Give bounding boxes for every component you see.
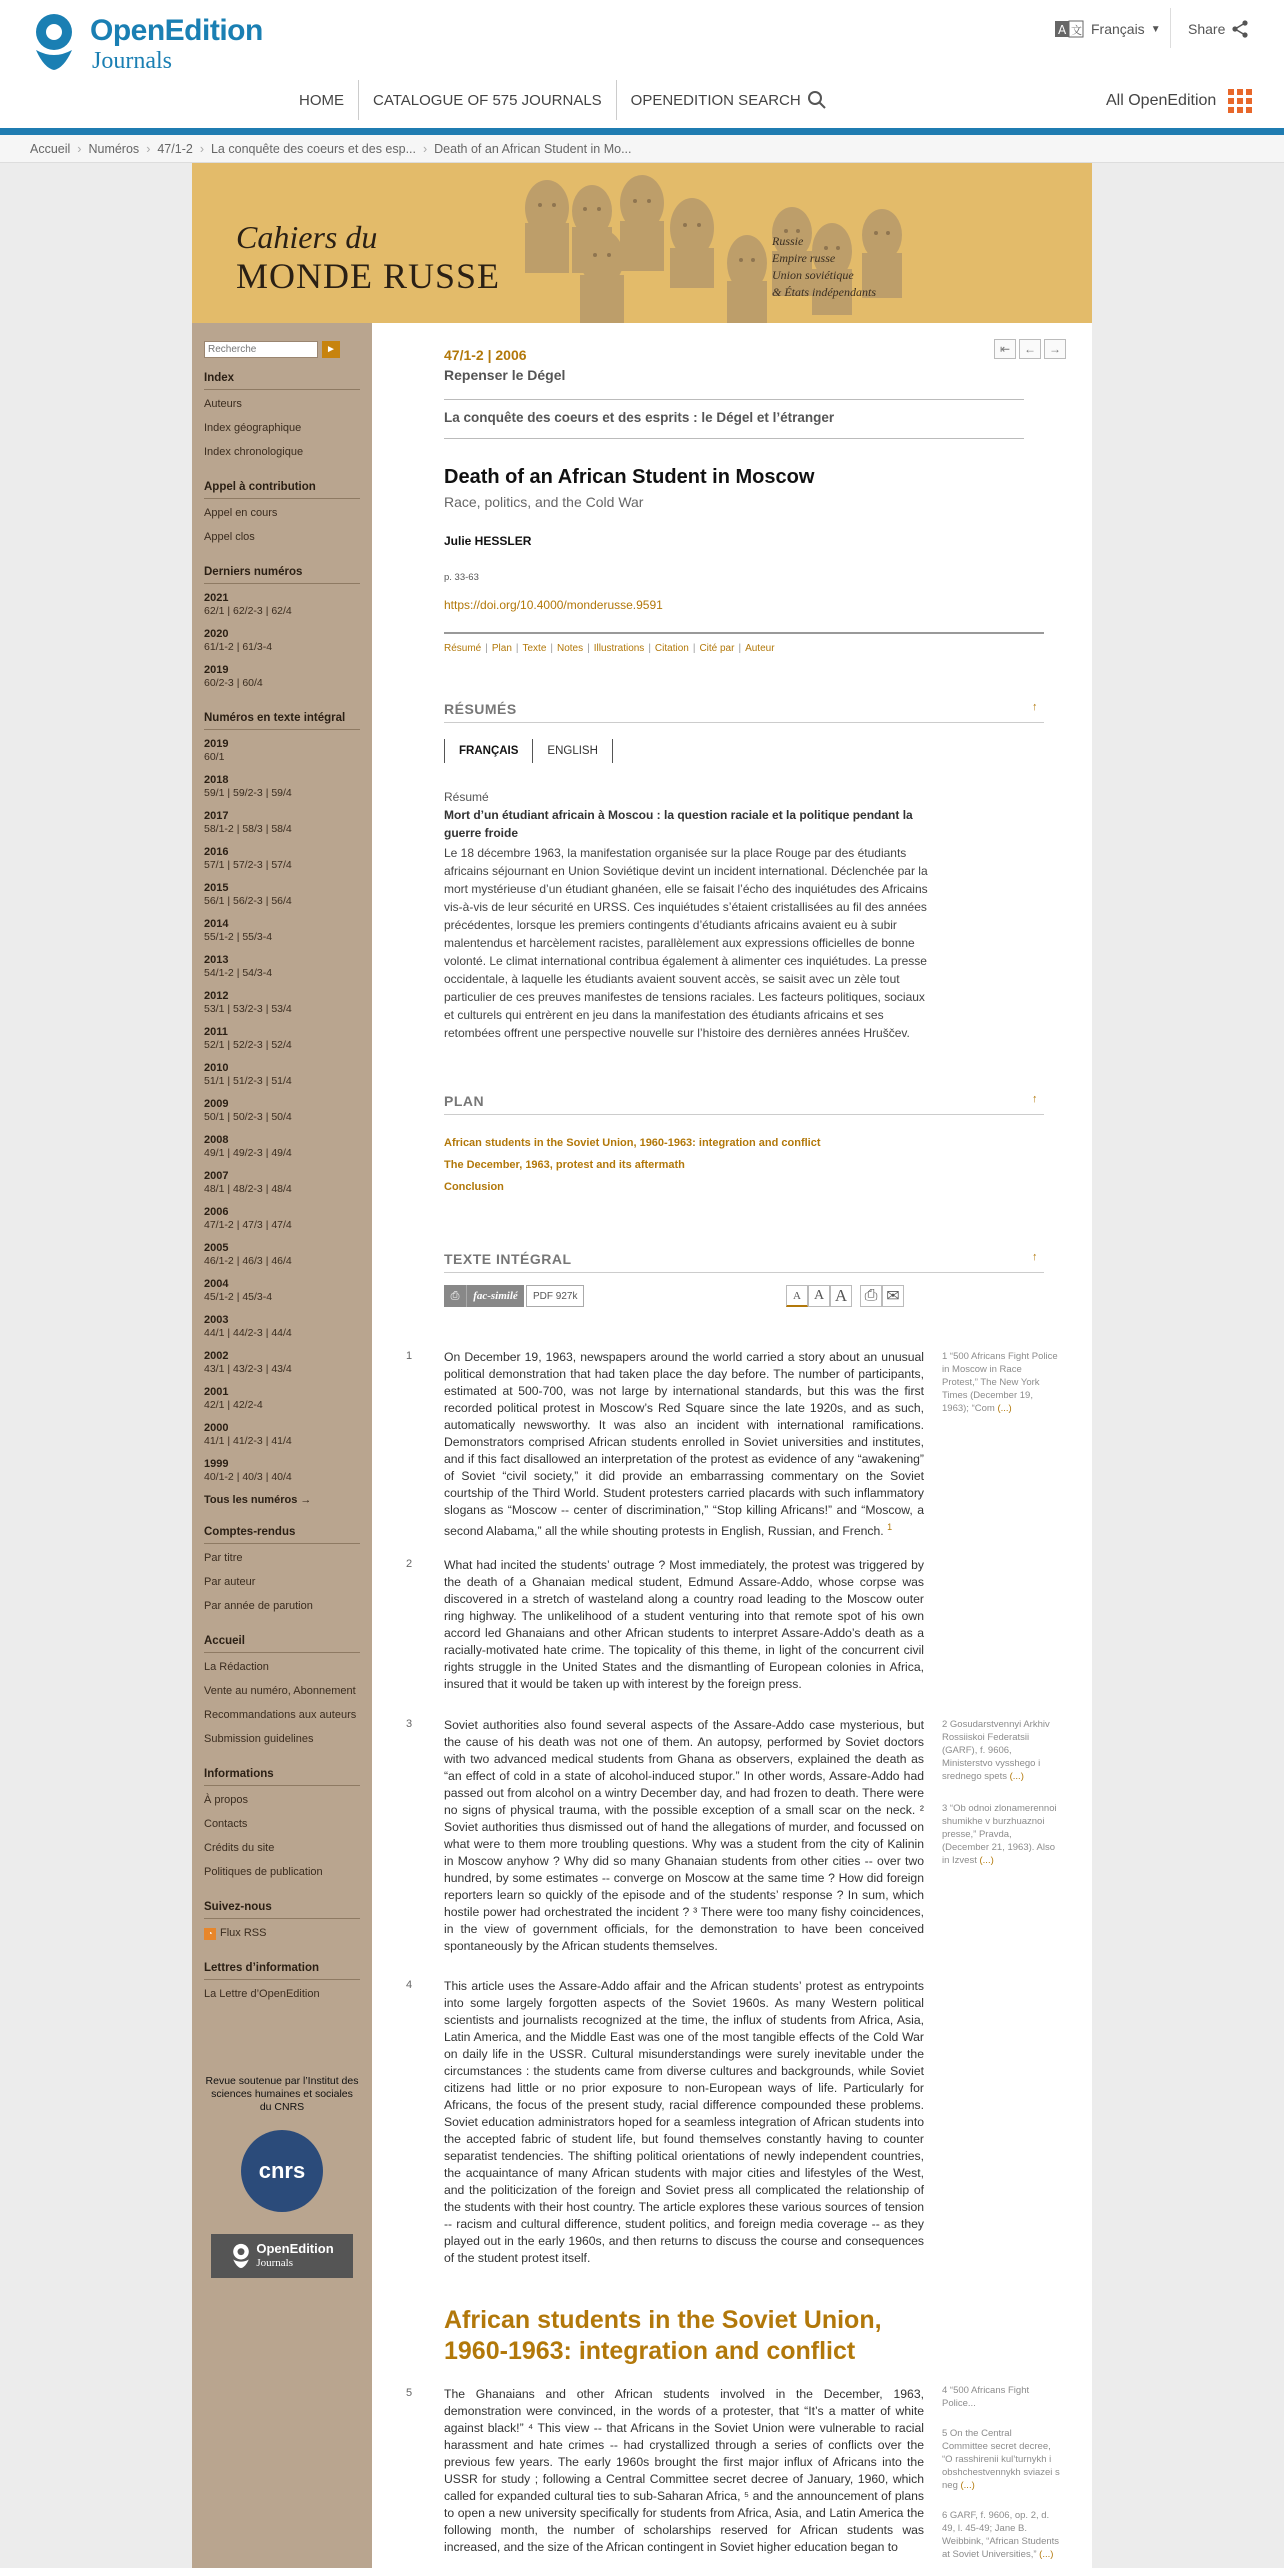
article-subtitle: Race, politics, and the Cold War xyxy=(444,494,644,510)
section-heading: African students in the Soviet Union, 1960-1963: integration and conflict xyxy=(444,2306,882,2365)
sidebar-heading-suivez: Suivez-nous xyxy=(204,1901,360,1919)
nav-catalogue[interactable]: CATALOGUE OF 575 JOURNALS xyxy=(359,80,617,120)
back-to-top-icon[interactable]: ↑ xyxy=(1032,701,1038,713)
sidebar-heading-lettres: Lettres d’information xyxy=(204,1962,360,1980)
sidebar-issue-links[interactable]: 60/1 xyxy=(204,751,225,763)
next-article-icon[interactable]: → xyxy=(1044,339,1066,359)
toc-link-cite-par[interactable]: Cité par xyxy=(699,643,735,654)
sidebar-year: 2016 xyxy=(204,846,229,858)
email-icon[interactable]: ✉ xyxy=(882,1285,904,1307)
section-title[interactable]: La conquête des coeurs et des esprits : le Dégel et l’étranger xyxy=(444,410,835,425)
sidebar-link-par-titre[interactable]: Par titre xyxy=(204,1552,243,1564)
footnote xyxy=(942,2509,1060,2561)
cnrs-logo[interactable]: cnrs xyxy=(241,2130,323,2212)
sidebar-issue-links[interactable]: 59/1 | 59/2-3 | 59/4 xyxy=(204,787,292,799)
sidebar-issue-links[interactable]: 45/1-2 | 45/3-4 xyxy=(204,1291,273,1303)
sidebar-link-rss[interactable] xyxy=(204,1927,360,1940)
sidebar-issue-links[interactable]: 53/1 | 53/2-3 | 53/4 xyxy=(204,1003,292,1015)
article-doi-link[interactable]: https://doi.org/10.4000/monderusse.9591 xyxy=(444,598,663,612)
sidebar-year: 2014 xyxy=(204,918,229,930)
sidebar-year: 2018 xyxy=(204,774,229,786)
print-icon[interactable]: ⎙ xyxy=(444,1285,466,1307)
svg-text:A: A xyxy=(1058,23,1067,37)
pdf-download-button[interactable]: PDF 927k xyxy=(526,1285,584,1307)
paragraph: Soviet authorities also found several aspects of the Assare-Addo case mysterious, but the cause of his death was not one of them. An autopsy, performed by Soviet doctors with two advanced medical students from Ghana as observers, explained the death as “an effect of cold in a state of alcohol-induced stupor.” In other words, Assare-Addo had passed out from alcohol on a wintry December day, and had frozen to death. There were no signs of physical trauma, with the possible exception of a small scar on the neck. ² Soviet authorities thus dismissed out of hand the allegations of murder, and focussed on what were to them more troubling questions. Why was a student from the city of Kalinin in Moscow anyhow ? Why did so many Ghanaian students from other cities -- over two hundred, by some estimates -- converge on Moscow at the same time ? How did foreign reporters learn so quickly of the episode and of the students’ response ? In sum, which hostile power had orchestrated the incident ? ³ There were too many fishy coincidences, in the view of government officials, for the demonstration to have been conceived spontaneously by the African students themselves. xyxy=(444,1718,924,1953)
share-label: Share xyxy=(1188,21,1226,37)
footnote-more-link[interactable]: (...) xyxy=(1009,1771,1024,1782)
sidebar-link-apropos[interactable]: À propos xyxy=(204,1794,249,1806)
text-tools xyxy=(444,1285,584,1307)
sidebar-year: 2004 xyxy=(204,1278,229,1290)
toc-separator: | xyxy=(485,643,488,654)
journal-subtitle-line: & États indépendants xyxy=(772,285,876,299)
sidebar xyxy=(192,323,372,2568)
sidebar-year: 2002 xyxy=(204,1350,229,1362)
sidebar-issue-links[interactable]: 46/1-2 | 46/3 | 46/4 xyxy=(204,1255,292,1267)
divider xyxy=(444,632,1044,634)
sidebar-year: 2008 xyxy=(204,1134,229,1146)
nav-home[interactable]: HOME xyxy=(285,80,359,120)
font-size-controls xyxy=(786,1285,904,1307)
integral-issue-list xyxy=(204,738,360,1484)
sidebar-link-all-issues[interactable]: Tous les numéros → xyxy=(204,1494,312,1506)
toc-link-illustrations[interactable]: Illustrations xyxy=(593,643,645,654)
first-article-icon[interactable]: ⇤ xyxy=(994,339,1016,359)
toc-separator: | xyxy=(648,643,651,654)
rss-label: Flux RSS xyxy=(220,1927,267,1939)
plan-link[interactable]: The December, 1963, protest and its aftermath xyxy=(444,1159,685,1171)
sidebar-link-appel-clos[interactable]: Appel clos xyxy=(204,531,255,543)
sidebar-issue-links[interactable]: 51/1 | 51/2-3 | 51/4 xyxy=(204,1075,292,1087)
sidebar-issue-links[interactable]: 58/1-2 | 58/3 | 58/4 xyxy=(204,823,292,835)
sidebar-year: 2019 xyxy=(204,664,229,676)
sidebar-year: 2017 xyxy=(204,810,229,822)
sidebar-link-credits[interactable]: Crédits du site xyxy=(204,1842,275,1854)
search-submit-button[interactable]: ► xyxy=(322,341,340,358)
sidebar-heading-appel: Appel à contribution xyxy=(204,481,360,499)
article-author[interactable]: Julie HESSLER xyxy=(444,534,532,548)
toc-link-citation[interactable]: Citation xyxy=(654,643,689,654)
badge-openedition-text: OpenEdition xyxy=(256,2241,334,2256)
share-icon xyxy=(1231,20,1249,38)
toc-separator: | xyxy=(515,643,519,654)
plan-link[interactable]: Conclusion xyxy=(444,1181,504,1193)
article-pages: p. 33-63 xyxy=(444,572,479,583)
article-main xyxy=(372,323,1092,2568)
sidebar-heading-comptes: Comptes-rendus xyxy=(204,1526,360,1544)
sidebar-link-auteurs[interactable]: Auteurs xyxy=(204,398,242,410)
translate-icon xyxy=(1055,20,1085,38)
toc-separator: | xyxy=(692,643,696,654)
footnote-more-link[interactable]: (...) xyxy=(960,2480,975,2491)
sidebar-link-lettre[interactable]: La Lettre d’OpenEdition xyxy=(204,1988,320,2000)
sidebar-issue-links[interactable]: 60/2-3 | 60/4 xyxy=(204,677,263,689)
sidebar-link-par-annee[interactable]: Par année de parution xyxy=(204,1600,313,1612)
sidebar-link-redaction[interactable]: La Rédaction xyxy=(204,1661,269,1673)
sidebar-heading-accueil: Accueil xyxy=(204,1635,360,1653)
journal-subtitle-line: Russie xyxy=(772,234,804,248)
sidebar-search xyxy=(204,341,360,358)
resume-language-tabs xyxy=(444,739,613,763)
resume-body: Le 18 décembre 1963, la manifestation organisée sur la place Rouge par des étudiants africains séjournant en Union Soviétique devint un incident international. Déclenchée par la mort mystérieuse d’un étudiant ghanéen, elle se faisait l’écho des inquiétudes des Africains vis-à-vis de leur sécurité en URSS. Ces inquiétudes s’étaient cristallisées au fil des années précédentes, lorsque les premiers contingents d’étudiants africains avaient eu à subir malentendus et harcèlement racistes, parallèlement aux expressions officielles de bonne volonté. Le climat international contribua également à alimenter ces inquiétudes. La presse occidentale, à laquelle les étudiants avaient souvent accès, se saisit avec un zèle tout particulier de ces preuves manifestes de tensions raciales. Les facteurs politiques, sociaux et culturels qui entrèrent en jeu dans la manifestation des étudiants africains et ses retombées offrent une perspective nouvelle sur l’histoire des dernières années Hruščev. xyxy=(444,846,928,1040)
logo-text-journals: Journals xyxy=(92,48,172,74)
font-large-button[interactable]: A xyxy=(830,1285,852,1307)
sidebar-issue-links[interactable]: 47/1-2 | 47/3 | 47/4 xyxy=(204,1219,292,1231)
sidebar-issue-links[interactable]: 41/1 | 41/2-3 | 41/4 xyxy=(204,1435,292,1447)
breadcrumb-numeros[interactable]: Numéros xyxy=(88,141,140,156)
toc-link-auteur[interactable]: Auteur xyxy=(745,643,775,654)
paragraph: What had incited the students’ outrage ? Most immediately, the protest was triggered by the death of a Ghanaian medical student, Edmund Assare-Addo, whose corpse was discovered in a stretch of wasteland along a country road leading to the Moscow outer ring highway. The unlikelihood of a student venturing into that remote spot of his own accord led Ghanaians and other African students to interpret Assare-Addo’s death as a racially-motivated hate crime. The topicality of this theme, in light of the concurrent civil rights struggle in the United States and the dismantling of European colonies in Africa, insured that it would be taken up with interest by the foreign press. xyxy=(444,1558,924,1691)
journal-subtitle-line: Union soviétique xyxy=(772,268,854,282)
footnote-more-link[interactable]: (...) xyxy=(979,1855,994,1866)
all-openedition-menu[interactable] xyxy=(1106,88,1252,114)
sidebar-issue-links[interactable]: 57/1 | 57/2-3 | 57/4 xyxy=(204,859,292,871)
back-to-top-icon[interactable]: ↑ xyxy=(1032,1251,1038,1263)
footnote-text: 5 On the Central Committee secret decree, “O rasshirenii kul’turnykh i obshchestvennykh sviazei s neg xyxy=(942,2428,1060,2491)
footnote-ref[interactable]: 1 xyxy=(887,1522,893,1532)
badge-journals-text: Journals xyxy=(256,2257,294,2269)
plan-heading-label: PLAN xyxy=(444,1093,485,1109)
plan-heading xyxy=(444,1093,1044,1115)
sidebar-year: 2010 xyxy=(204,1062,229,1074)
sidebar-link-index-chrono[interactable]: Index chronologique xyxy=(204,446,304,458)
plan-link[interactable]: African students in the Soviet Union, 1960-1963: integration and conflict xyxy=(444,1137,821,1149)
sidebar-year: 2012 xyxy=(204,990,229,1002)
paragraph-number: 4 xyxy=(406,1979,413,1991)
article-toc xyxy=(444,643,775,654)
sidebar-heading-derniers: Derniers numéros xyxy=(204,566,360,584)
toc-separator: | xyxy=(738,643,742,654)
breadcrumb-chevron-icon: › xyxy=(146,141,151,156)
search-input[interactable] xyxy=(204,341,318,358)
sidebar-issue-links[interactable]: 54/1-2 | 54/3-4 xyxy=(204,967,273,979)
footnote xyxy=(942,1718,1060,1783)
sidebar-link-vente[interactable]: Vente au numéro, Abonnement xyxy=(204,1685,356,1697)
sidebar-year: 2020 xyxy=(204,628,229,640)
sidebar-link-recommandations[interactable]: Recommandations aux auteurs xyxy=(204,1709,357,1721)
toc-separator: | xyxy=(587,643,590,654)
language-label: Français xyxy=(1091,21,1145,37)
sidebar-issue-links[interactable]: 56/1 | 56/2-3 | 56/4 xyxy=(204,895,292,907)
sidebar-link-par-auteur[interactable]: Par auteur xyxy=(204,1576,256,1588)
breadcrumb-accueil[interactable]: Accueil xyxy=(30,141,71,156)
sidebar-issue-links[interactable]: 48/1 | 48/2-3 | 48/4 xyxy=(204,1183,292,1195)
footnote xyxy=(942,1802,1060,1867)
nav-openedition-search[interactable] xyxy=(617,80,841,120)
paragraph: This article uses the Assare-Addo affair and the African students’ protest as entrypoints into some largely forgotten aspects of the Soviet 1960s. As many Western political scientists and journalists recognized at the time, the influx of students from Africa, Asia, Latin America, and the Middle East was one of the most tangible effects of the Cold War on daily life in the USSR. Cultural misunderstandings were surely inevitable under the circumstances : the students came from diverse cultures and backgrounds, while Soviet citizens had little or no prior exposure to non-European ways of life. Particularly for Africans, the focus of the present study, racial difference compounded these problems. Soviet education administrators hoped for a seamless integration of African students into the accepted fabric of student life, but found themselves constantly having to counter separatist tendencies. The shifting political orientations of newly independent countries, the acquaintance of many African students with major cities and lifestyles of the West, and the politicization of the foreign and Soviet press all complicated the relationship of the students with their host country. The article explores these various sources of tension -- racism and cultural difference, student politics, and foreign media coverage -- as they played out in the early 1960s, and then returns to discuss the course and consequences of the student protest itself. xyxy=(444,1979,924,2265)
breadcrumb-chevron-icon: › xyxy=(422,141,428,156)
texte-integral-heading-label: TEXTE INTÉGRAL xyxy=(444,1251,572,1267)
header-accent-bar xyxy=(0,128,1284,135)
previous-article-icon[interactable]: ← xyxy=(1019,339,1041,359)
svg-text:文: 文 xyxy=(1071,24,1082,37)
sidebar-link-submission[interactable]: Submission guidelines xyxy=(204,1733,314,1745)
breadcrumb-current: Death of an African Student in Mo... xyxy=(434,141,632,156)
site-header xyxy=(0,0,1284,128)
footnote xyxy=(942,1350,1060,1415)
language-selector[interactable] xyxy=(1055,18,1161,40)
tab-english[interactable]: ENGLISH xyxy=(532,739,613,763)
all-openedition-label: All OpenEdition xyxy=(1106,92,1217,109)
facsimile-button[interactable]: fac-similé xyxy=(466,1285,524,1307)
sidebar-link-index-geo[interactable]: Index géographique xyxy=(204,422,302,434)
rss-icon: ◔ xyxy=(204,1928,216,1940)
toc-link-resume[interactable]: Résumé xyxy=(444,643,482,654)
footnote-text: 2 Gosudarstvennyi Arkhiv Rossiiskoi Federatsii (GARF), f. 9606, Ministerstvo vysshego i srednego spets xyxy=(942,1719,1050,1782)
sidebar-year: 2003 xyxy=(204,1314,229,1326)
resume-label: Résumé xyxy=(444,790,489,804)
sidebar-issue-links[interactable]: 55/1-2 | 55/3-4 xyxy=(204,931,273,943)
paragraph: The Ghanaians and other African students involved in the December, 1963, demonstration were convinced, in the words of a protester, that “It’s a matter of white against black!” ⁴ This view -- that Africans in the Soviet Union were vulnerable to racial harassment and hate crimes -- had crystallized through a series of conflicts over the previous few years. The early 1960s brought the first major influx of Africans into the USSR for study ; following a Central Committee secret decree of January, 1960, which called for expanded cultural ties to sub-Saharan Africa, ⁵ and the announcement of plans to open a new university specifically for students from Africa, Asia, and Latin America the following month, the number of scholarships reserved for African students was increased, and the size of the African contingent in Soviet higher education began to xyxy=(444,2387,924,2554)
footnote-text: 3 “Ob odnoi zlonamerennoi shumikhe v burzhuaznoi presse,” Pravda, (December 21, 1963). Also in Izvest xyxy=(942,1803,1057,1866)
footnote-text: 6 GARF, f. 9606, op. 2, d. 49, l. 45-49; Jane B. Weibbink, “African Students at Soviet Universities,” xyxy=(942,2510,1060,2560)
sidebar-year: 2015 xyxy=(204,882,229,894)
chevron-down-icon: ▼ xyxy=(1150,23,1161,35)
openedition-logo-icon xyxy=(30,12,78,72)
sidebar-issue-links[interactable]: 44/1 | 44/2-3 | 44/4 xyxy=(204,1327,292,1339)
sidebar-year: 1999 xyxy=(204,1458,229,1470)
sidebar-year: 2007 xyxy=(204,1170,229,1182)
issue-number[interactable]: 47/1-2 | 2006 xyxy=(444,347,527,363)
paragraph-number: 2 xyxy=(406,1558,413,1570)
toc-link-notes[interactable]: Notes xyxy=(557,643,584,654)
sidebar-heading-integral: Numéros en texte intégral xyxy=(204,712,360,730)
breadcrumb-section[interactable]: La conquête des coeurs et des esp... xyxy=(210,141,416,156)
texte-integral-heading xyxy=(444,1251,1044,1273)
footnote-text: 1 “500 Africans Fight Police in Moscow in Race Protest,” The New York Times (December 19, 1963); “Com xyxy=(942,1351,1058,1414)
sidebar-heading-index: Index xyxy=(204,372,360,390)
sidebar-link-politiques[interactable]: Politiques de publication xyxy=(204,1866,323,1878)
paragraph-number: 3 xyxy=(406,1718,413,1730)
tab-francais[interactable]: FRANÇAIS xyxy=(444,739,532,763)
divider xyxy=(444,399,1024,400)
breadcrumb-chevron-icon: › xyxy=(199,141,204,156)
journal-subtitle-line: Empire russe xyxy=(772,251,836,265)
sidebar-issue-links[interactable]: 49/1 | 49/2-3 | 49/4 xyxy=(204,1147,292,1159)
sidebar-issue-links[interactable]: 42/1 | 42/2-4 xyxy=(204,1399,263,1411)
spacer xyxy=(852,1285,860,1307)
article-nav-arrows xyxy=(994,339,1066,359)
journal-subtitle xyxy=(772,233,876,301)
sidebar-heading-informations: Informations xyxy=(204,1768,360,1786)
sidebar-year: 2009 xyxy=(204,1098,229,1110)
openedition-logo[interactable] xyxy=(30,12,270,72)
openedition-journals-badge[interactable] xyxy=(211,2234,353,2278)
journal-title-line1: Cahiers du xyxy=(236,219,378,255)
resumes-heading xyxy=(444,701,1044,723)
toc-link-plan[interactable]: Plan xyxy=(491,643,512,654)
journal-title-line2: MONDE RUSSE xyxy=(236,256,501,296)
issue-title: Repenser le Dégel xyxy=(444,367,566,383)
sidebar-issue-links[interactable]: 52/1 | 52/2-3 | 52/4 xyxy=(204,1039,292,1051)
paragraph xyxy=(444,1349,924,1540)
header-divider xyxy=(1170,8,1171,48)
share-button[interactable] xyxy=(1188,18,1249,40)
sidebar-issue-links[interactable]: 40/1-2 | 40/3 | 40/4 xyxy=(204,1471,292,1483)
openedition-logo-icon xyxy=(230,2243,252,2269)
footnote xyxy=(942,2384,1060,2410)
resume-title: Mort d’un étudiant africain à Moscou : la question raciale et la politique pendant la guerre froide xyxy=(444,808,913,840)
sidebar-link-contacts[interactable]: Contacts xyxy=(204,1818,248,1830)
cnrs-support-text: Revue soutenue par l’Institut des sciences humaines et sociales du CNRS xyxy=(205,2075,359,2113)
apps-grid-icon xyxy=(1228,89,1252,113)
paragraph-number: 1 xyxy=(406,1350,413,1362)
resumes-heading-label: RÉSUMÉS xyxy=(444,701,517,717)
sidebar-issue-links[interactable]: 62/1 | 62/2-3 | 62/4 xyxy=(204,605,292,617)
logo-text-openedition: OpenEdition xyxy=(90,14,263,47)
sidebar-year: 2001 xyxy=(204,1386,229,1398)
breadcrumb-chevron-icon: › xyxy=(77,141,82,156)
font-medium-button[interactable]: A xyxy=(808,1285,830,1307)
sidebar-issue-links[interactable]: 43/1 | 43/2-3 | 43/4 xyxy=(204,1363,292,1375)
sidebar-year: 2011 xyxy=(204,1026,228,1038)
sidebar-issue-links[interactable]: 50/1 | 50/2-3 | 50/4 xyxy=(204,1111,292,1123)
nav-search-label: OPENEDITION SEARCH xyxy=(630,91,801,109)
sidebar-link-appel-en-cours[interactable]: Appel en cours xyxy=(204,507,278,519)
paragraph-text: On December 19, 1963, newspapers around the world carried a story about an unusual political demonstration that had taken place the day before. The number of participants, estimated at 500-700, was not large by international standards, but this was the first recorded political protest in Moscow’s Red Square since the late 1920s, and as such, automatically newsworthy. It was also an incident with international ramifications. Demonstrators comprised African students enrolled in Soviet universities and institutes, and if this fact disallowed an interpretation of the protest as evidence of any “awakening” of Soviet “civil society,” it did provide an embarrassing commentary on the Soviet courtship of the Third World. Student protesters carried placards with such inflammatory slogans as “Moscow -- center of discrimination,” “Stop killing Africans!” and “Moscow, a second Alabama,” all the while shouting protests in English, Russian, and French. xyxy=(444,1350,924,1539)
article-title: Death of an African Student in Moscow xyxy=(444,466,815,488)
footnote-more-link[interactable]: (...) xyxy=(997,1403,1012,1414)
paragraph-number: 5 xyxy=(406,2387,413,2399)
journal-banner[interactable] xyxy=(192,163,1092,323)
sidebar-year: 2021 xyxy=(204,592,229,604)
breadcrumb xyxy=(0,135,1284,163)
sidebar-year: 2013 xyxy=(204,954,229,966)
footnote-more-link[interactable]: (...) xyxy=(1039,2549,1054,2560)
sidebar-year: 2005 xyxy=(204,1242,229,1254)
sidebar-year: 2019 xyxy=(204,738,229,750)
footnote xyxy=(942,2427,1060,2492)
toc-separator: | xyxy=(550,643,553,654)
sidebar-issue-links[interactable]: 61/1-2 | 61/3-4 xyxy=(204,641,273,653)
search-icon xyxy=(807,90,827,110)
footnote-text: 4 “500 Africans Fight Police... xyxy=(942,2385,1030,2409)
back-to-top-icon[interactable]: ↑ xyxy=(1032,1093,1038,1105)
font-small-button[interactable]: A xyxy=(786,1285,808,1307)
divider xyxy=(444,438,1024,439)
sidebar-year: 2000 xyxy=(204,1422,229,1434)
breadcrumb-issue[interactable]: 47/1-2 xyxy=(157,141,193,156)
main-nav xyxy=(285,80,841,120)
toc-link-texte[interactable]: Texte xyxy=(522,643,547,654)
sidebar-year: 2006 xyxy=(204,1206,229,1218)
print-icon[interactable]: ⎙ xyxy=(860,1285,882,1307)
